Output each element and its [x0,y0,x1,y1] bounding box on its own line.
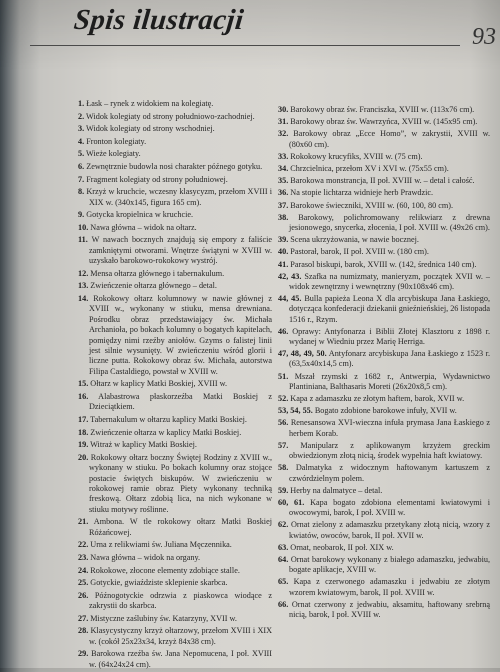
illustration-number: 39. [278,235,289,245]
illustration-caption: Kapa bogato zdobiona elementami kwiatowymi i owocowymi, barok, I poł. XVIII w. [289,497,490,518]
illustration-caption: Bulla papieża Leona X dla arcybiskupa Jana Łaskiego, dotycząca konfederacji dziekanii gnieźnieńskiej, 26 listopada 1516 r., Rzym. [289,294,491,324]
illustration-number: 44, 45. [278,294,302,304]
illustration-entry [278,441,490,461]
illustration-number: 9. [78,210,85,220]
illustration-entry [78,175,272,185]
illustration-number: 37. [278,200,289,210]
illustration-number: 27. [78,613,89,623]
illustration-number: 13. [78,281,89,291]
illustration-caption: Barokowa monstrancja, II poł. XVIII w. – detal i całość. [290,176,475,186]
illustration-number: 46. [278,326,289,336]
illustration-caption: Barokowy obraz św. Franciszka, XVIII w. (113x76 cm). [290,105,475,114]
illustration-number: 38. [278,212,289,222]
illustration-entry [278,164,490,174]
illustration-caption: Widok kolegiaty od strony południowo-zachodniej. [86,111,255,121]
illustration-entry [78,99,272,109]
illustration-caption: Rokokowy ołtarz kolumnowy w nawie głównej z XVIII w., wykonany w stiuku, mensa drewniana. Pośrodku obraz przedstawiający św. Michała Archanioła, po bokach kolumny o bogatych kapitelach, pomiędzy nimi rzeźby aniołów. Gzyms o falistej linii jest silnie wysunięty. W zwieńczeniu wśród glorii i liczne putta. Rokokowy obraz św. Michała, autorstwa Filipa Castaldiego, powstał w XVIII w. [89,293,273,376]
illustration-number: 12. [78,268,89,278]
illustration-entry [78,566,272,576]
illustration-entry [278,600,490,620]
illustration-entry [78,392,272,413]
illustration-caption: Mszał rzymski z 1682 r., Antwerpia, Wydawnictwo Plantiniana, Balthasaris Moreti (26x20x8,5 cm). [289,371,491,391]
illustration-entry [78,626,272,647]
illustration-entry [278,129,490,149]
illustration-entry [78,294,272,377]
illustration-entry [278,406,490,416]
illustration-caption: Herby na dalmatyce – detal. [290,485,383,495]
illustration-entry [78,553,272,563]
illustration-caption: Wieże kolegiaty. [86,149,141,159]
illustration-caption: Ołtarz w kaplicy Matki Boskiej, XVIII w. [90,379,228,389]
illustration-number: 40. [278,247,289,257]
illustration-caption: Parasol biskupi, barok, XVIII w. (142, średnica 140 cm). [290,259,477,269]
illustration-number: 2. [78,111,85,121]
illustration-entry [78,269,272,279]
illustration-number: 66. [278,599,289,609]
illustration-caption: Rokokowe, złocone elementy zdobiące stalle. [90,565,240,575]
illustration-number: 25. [78,578,89,588]
illustration-number: 56. [278,418,289,428]
illustration-number: 62. [278,520,289,530]
illustration-entry [78,415,272,425]
illustration-entry [78,540,272,550]
illustration-entry [278,294,490,325]
illustration-caption: Gotycka kropielnica w kruchcie. [86,210,194,220]
illustration-caption: Krzyż w kruchcie, wczesny klasycyzm, przełom XVIII i XIX w. (340x145, figura 165 cm). [86,187,273,207]
illustration-number: 33. [278,151,289,161]
illustration-entry [278,555,490,575]
illustration-caption: Klasycystyczny krzyż ołtarzowy, przełom XVIII i XIX w. (cokół 25x23x34, krzyż 84x38 cm). [89,626,272,646]
illustration-entry [78,578,272,588]
illustration-entry [78,591,272,612]
illustration-caption: Urna z relikwiami św. Juliana Męczennika. [90,540,232,550]
illustration-number: 60, 61. [278,497,305,507]
illustration-caption: Antyfonarz arcybiskupa Jana Łaskiego z 1523 r. (63,5x40x14,5 cm). [289,349,490,369]
illustration-entry [78,124,272,134]
illustrations-left-column [78,99,272,672]
illustration-entry [78,517,272,538]
illustration-entry [78,649,272,670]
illustration-entry [278,418,490,438]
illustration-number: 1. [78,99,85,108]
illustration-caption: Bogato zdobione barokowe infuły, XVII w. [314,406,457,416]
illustration-number: 3. [78,124,85,134]
illustration-entry [78,223,272,233]
illustration-caption: Widok kolegiaty od strony wschodniej. [86,124,215,134]
illustration-caption: Ornat zielony z adamaszku przetykany złotą nicią, wzory z kwiatów, owoców, barok, II poł. XVII w. [289,520,490,540]
illustration-number: 6. [78,161,85,171]
illustration-number: 30. [278,105,289,114]
illustration-caption: Mistyczne zaślubiny św. Katarzyny, XVII w. [90,613,237,623]
illustration-caption: W nawach bocznych znajdują się empory z faliście zamkniętymi otworami. Wnętrze świątyni w XVIII w. uzyskało barokowo-rokokowy wystrój. [89,235,272,266]
illustration-caption: Gotyckie, gwiaździste sklepienie skarbca. [90,578,228,588]
illustration-caption: Chrzcielnica, przełom XV i XVI w. (75x55 cm). [290,164,449,174]
illustration-entry [278,349,490,369]
illustration-entry [278,327,490,347]
illustration-number: 11. [78,235,88,245]
illustration-entry [78,137,272,147]
illustration-number: 59. [278,485,289,495]
illustrations-right-column [278,105,490,622]
illustration-entry [278,235,490,245]
illustration-caption: Zewnętrznie budowla nosi charakter późnego gotyku. [86,161,263,171]
illustration-entry [278,188,490,198]
illustration-caption: Nawa główna – widok na ołtarz. [90,222,197,232]
illustration-entry [78,235,272,266]
illustration-entry [278,247,490,257]
illustration-entry [78,428,272,438]
illustration-number: 34. [278,164,289,174]
illustration-caption: Alabastrowa płaskorzeźba Matki Boskiej z Dzieciątkiem. [89,391,272,412]
illustration-number: 47, 48, 49, 50. [278,349,327,359]
illustration-number: 42, 43. [278,271,302,281]
illustration-number: 24. [78,565,89,575]
illustration-caption: Na stopie lichtarza widnieje herb Prawdzic. [290,188,434,198]
illustration-number: 5. [78,149,85,159]
illustration-caption: Ornat barokowy wykonany z białego adamaszku, jedwabiu, bogate aplikacje, XVIII w. [289,554,491,575]
illustration-caption: Barokowa rzeźba św. Jana Nepomucena, I poł. XVIII w. (64x24x24 cm). [89,649,272,669]
illustration-number: 31. [278,117,289,127]
illustration-entry [78,187,272,208]
illustration-caption: Pastorał, barok, II poł. XVIII w. (180 cm). [290,247,429,257]
illustration-caption: Barokowy, polichromowany relikwiarz z drewna jesionowego, snycerka, złocenia, I poł. XVIII w. (49x26 cm). [289,212,490,233]
illustration-number: 22. [78,540,89,550]
illustration-entry [78,210,272,220]
illustration-entry [78,281,272,291]
illustration-entry [278,543,490,553]
illustration-number: 19. [78,440,89,450]
illustration-caption: Rokokowy ołtarz boczny Świętej Rodziny z XVIII w., wykonany w stiuku. Po bokach kolumny oraz stojące postacie świętych biskupów. W zwieńczeniu w rokokowej ramie obraz Piety wykonany techniką freskową. Ołtarz zdobią lica, na nich wykonane w stiuku motywy roślinne. [89,452,272,514]
illustration-number: 10. [78,222,89,232]
illustration-number: 58. [278,463,289,473]
illustration-number: 29. [78,649,89,659]
illustration-caption: Nawa główna – widok na organy. [90,552,201,562]
illustration-entry [278,394,490,404]
illustration-caption: Renesansowa XVI-wieczna infuła prymasa Jana Łaskiego z herbem Korab. [289,418,491,438]
illustration-entry [78,162,272,172]
illustration-caption: Mensa ołtarza głównego i tabernakulum. [90,268,225,278]
illustration-number: 53, 54, 55. [278,406,313,416]
illustration-number: 36. [278,188,289,198]
illustration-number: 21. [78,517,89,527]
illustration-entry [278,498,490,518]
illustration-entry [278,520,490,540]
illustration-entry [278,213,490,233]
illustration-entry [278,201,490,211]
illustration-caption: Ambona. W tle rokokowy ołtarz Matki Boskiej Różańcowej. [89,517,272,537]
page-number: 93 [472,24,496,50]
illustration-entry [78,149,272,159]
illustration-entry [278,176,490,186]
title-rule [30,45,460,46]
illustration-entry [78,453,272,515]
illustration-caption: Barokowe świeczniki, XVIII w. (60, 100, 80 cm). [290,200,454,210]
illustration-caption: Barokowy obraz św. Wawrzyńca, XVIII w. (145x95 cm). [290,117,478,127]
illustration-entry [78,379,272,389]
illustration-number: 32. [278,129,289,139]
illustration-number: 41. [278,259,289,269]
illustration-caption: Oprawy: Antyfonarza i Biblii Złotej Klasztoru z 1898 r. wydanej w Wiedniu przez Marię Herriga. [289,326,490,347]
illustration-entry [278,486,490,496]
illustration-number: 57. [278,440,289,450]
illustration-caption: Witraż w kaplicy Matki Boskiej. [90,440,197,450]
illustration-caption: Tabernakulum w ołtarzu kaplicy Matki Boskiej. [90,414,247,424]
illustration-number: 28. [78,626,89,636]
illustration-number: 7. [78,174,85,184]
illustration-number: 65. [278,577,289,587]
illustration-caption: Kapa z czerwonego adamaszku i jedwabiu ze złotym wzorem kwiatowym, barok, II poł. XVIII w. [289,577,491,597]
illustration-caption: Rokokowy krucyfiks, XVIII w. (75 cm). [290,151,423,161]
illustration-caption: Dalmatyka z widocznym haftowanym kartuszem z czwórdzielnym polem. [289,463,490,483]
illustration-entry [278,463,490,483]
illustration-number: 23. [78,552,89,562]
illustration-number: 18. [78,427,89,437]
illustration-caption: Scena ukrzyżowania, w nawie bocznej. [290,235,419,245]
illustration-number: 15. [78,379,89,389]
illustration-entry [278,272,490,292]
illustration-caption: Szafka na numizmaty, manieryzm, początek XVII w. – widok zewnętrzny i wewnętrzny (90x108x46 cm). [289,271,491,292]
illustration-entry [278,260,490,270]
illustration-entry [78,614,272,624]
illustration-caption: Zwieńczenie ołtarza głównego – detal. [90,281,217,291]
illustration-entry [278,372,490,392]
illustration-caption: Późnogotyckie odrzwia z piaskowca wiodące z zakrystii do skarbca. [89,590,272,611]
illustration-number: 63. [278,542,289,552]
illustration-entry [78,112,272,122]
illustration-number: 35. [278,176,289,186]
illustration-number: 26. [78,590,89,600]
illustration-number: 17. [78,414,89,424]
illustration-number: 8. [78,187,85,197]
illustration-number: 4. [78,136,85,146]
illustration-number: 16. [78,391,89,401]
illustration-number: 20. [78,452,89,462]
illustration-caption: Fronton kolegiaty. [86,136,147,146]
illustration-entry [278,152,490,162]
illustration-entry [278,105,490,115]
illustration-entry [278,117,490,127]
illustration-caption: Kapa z adamaszku ze złotym haftem, barok, XVII w. [290,394,465,404]
illustration-number: 52. [278,394,289,404]
illustration-number: 51. [278,371,289,381]
illustration-entry [278,577,490,597]
page-title: Spis ilustracji [72,4,246,36]
illustration-entry [78,440,272,450]
illustration-caption: Zwieńczenie ołtarza w kaplicy Matki Boskiej. [90,427,242,437]
illustration-caption: Ornat, neobarok, II poł. XIX w. [290,542,394,552]
illustration-caption: Fragment kolegiaty od strony południowej. [86,174,228,184]
illustration-caption: Łask – rynek z widokiem na kolegiatę. [86,99,214,108]
illustration-number: 14. [78,293,89,303]
illustration-caption: Barokowy obraz „Ecce Homo”, w zakrystii, XVIII w. (80x60 cm). [289,129,491,149]
illustration-caption: Manipularz z aplikowanym krzyżem greckim obwiedzionym złotą nicią, środek wypełnia haft kwiatowy. [289,440,491,461]
illustration-caption: Ornat czerwony z jedwabiu, aksamitu, haftowany srebrną nicią, barok, I poł. XVIII w. [289,599,490,619]
illustration-number: 64. [278,554,289,564]
